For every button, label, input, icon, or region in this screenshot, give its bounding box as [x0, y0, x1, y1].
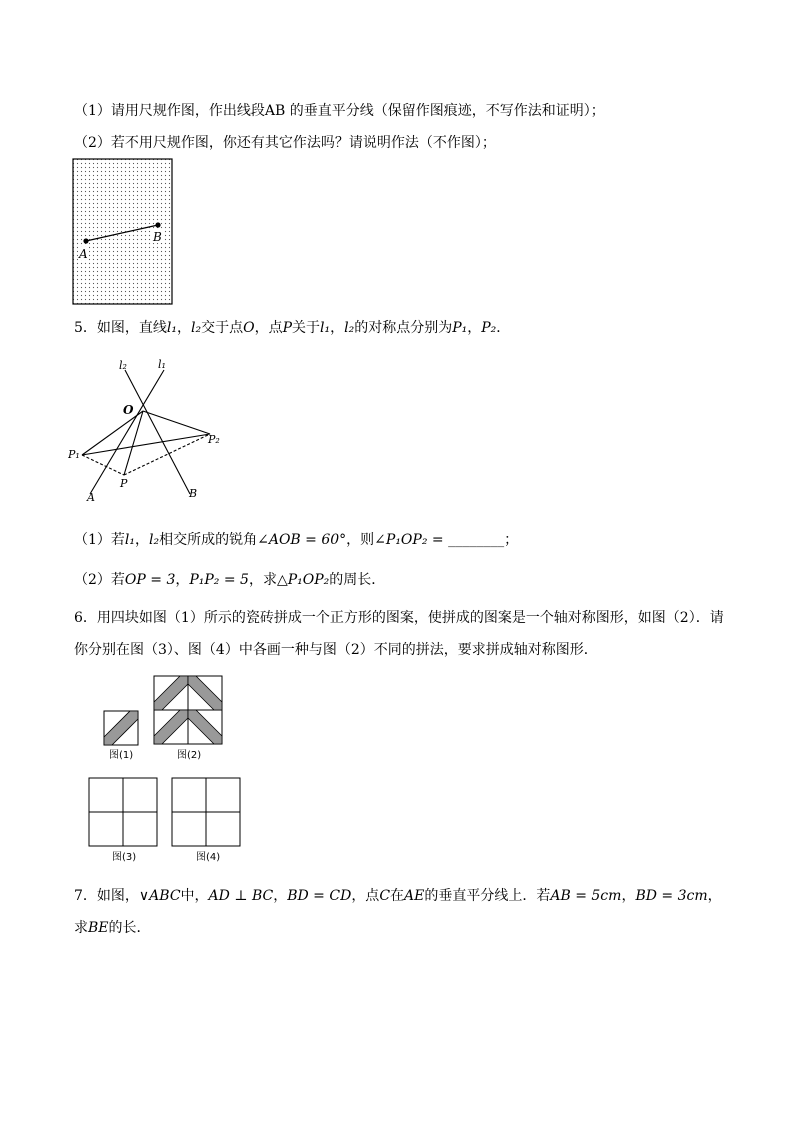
label-l2: l₂ [119, 359, 127, 372]
q5-stem-end: ． [496, 320, 511, 336]
q4-part1: （1）请用尺规作图，作出线段AB 的垂直平分线（保留作图痕迹，不写作法和证明）； [74, 103, 605, 119]
q7-triangle: ∨ABC [138, 888, 181, 904]
q7-cond2: BD = CD [287, 888, 352, 904]
q5-sub2-tri: △P₁OP₂ [276, 572, 330, 588]
point-b [155, 222, 160, 227]
q5-l2-b: l₂ [344, 320, 355, 336]
q5-sub1 [74, 530, 518, 550]
q5-sub1-end: ； [504, 532, 519, 548]
q5-stem-mid: 交于点 [201, 320, 244, 336]
q7-number: 7． [74, 888, 97, 904]
label-b5: B [189, 487, 198, 500]
label-o: O [123, 403, 134, 417]
q5-sub1-mid: 相交所成的锐角 [159, 532, 258, 548]
q5-stem-mid2: ，点 [254, 320, 283, 336]
q7-mid2: 在 [390, 888, 405, 904]
q5-sub2-mid: ，求 [248, 572, 277, 588]
q5-p1: P₁ [452, 320, 468, 336]
q7-pre: 如图， [96, 888, 139, 904]
q5-sub2-pre: （2）若 [74, 572, 125, 588]
point-a [83, 238, 88, 243]
q5-sub1-l2: l₂ [149, 532, 160, 548]
q5-sub1-target: ∠P₁OP₂ = [374, 532, 444, 548]
tile-figure-1 [104, 711, 138, 745]
q7-line2-pre: 求 [74, 920, 88, 936]
q6-line2: 你分别在图（3）、图（4）中各画一种与图（2）不同的拼法，要求拼成轴对称图形． [74, 642, 598, 658]
q5-sub1-l1: l₁ [124, 532, 136, 548]
q7-cond3: AB = 5cm [550, 888, 622, 904]
q7-end: ， [707, 888, 722, 904]
label-b: B [153, 230, 162, 244]
q5-sub1-pre: （1）若 [74, 532, 125, 548]
q5-l1: l₁ [166, 320, 178, 336]
q7-cond4: BD = 3cm [635, 888, 708, 904]
q5-p: P [282, 320, 293, 336]
q4-figure [72, 158, 174, 306]
label-a5: A [87, 491, 95, 504]
q5-number: 5． [74, 320, 97, 336]
q7-ae: AE [404, 888, 425, 904]
q5-stem-pre: 如图，直线 [96, 320, 167, 336]
q6-figures-bottom [86, 775, 246, 867]
q5-sub1-sep: ， [135, 532, 150, 548]
q5-l1-b: l₁ [320, 320, 331, 336]
q5-sep-a: ， [177, 320, 192, 336]
empty-grid-figure-3[interactable] [89, 778, 157, 846]
q5-sep-b: ， [330, 320, 345, 336]
q5-answer-blank[interactable]: ________ [448, 532, 505, 548]
caption-fig1: 图(1) [109, 750, 134, 761]
q7-be: BE [88, 920, 109, 936]
q7-point-c: C [379, 888, 391, 904]
q5-sub2-cond2: P₁P₂ = 5 [189, 572, 249, 588]
q7-line1 [74, 886, 722, 906]
label-a: A [79, 247, 88, 261]
q5-stem [74, 318, 510, 338]
tile-figure-2 [154, 676, 222, 744]
q5-sub2-cond1: OP = 3 [124, 572, 176, 588]
caption-fig3: 图(3) [112, 852, 137, 863]
label-l1: l₁ [158, 358, 166, 371]
q4-part2: （2）若不用尺规作图，你还有其它作法吗？请说明作法（不作图）； [74, 135, 496, 151]
q6-figures-top [100, 674, 230, 766]
q6-line1: 6．用四块如图（1）所示的瓷砖拼成一个正方形的图案，使拼成的图案是一个轴对称图形，如图（2）．请 [74, 610, 724, 626]
q5-p2: P₂ [481, 320, 497, 336]
q5-sub1-then: ，则 [346, 532, 375, 548]
caption-fig4: 图(4) [196, 852, 221, 863]
caption-fig2: 图(2) [177, 750, 202, 761]
empty-grid-figure-4[interactable] [172, 778, 240, 846]
q7-sep-b: ， [621, 888, 636, 904]
q5-sep-c: ， [467, 320, 482, 336]
q5-stem-mid3: 关于 [292, 320, 321, 336]
label-p1: P₁ [68, 448, 80, 461]
q5-sub2 [74, 570, 385, 590]
q7-mid: ，点 [351, 888, 380, 904]
q5-sub2-end: 的周长． [329, 572, 386, 588]
q7-mid3: 的垂直平分线上．若 [424, 888, 551, 904]
q5-sub1-angle: ∠AOB = 60° [257, 532, 347, 548]
q7-line2 [74, 918, 151, 938]
q5-sub2-sep: ， [175, 572, 190, 588]
q7-cond1: AD ⊥ BC [208, 888, 274, 904]
q7-sep-a: ， [273, 888, 288, 904]
label-p2: P₂ [208, 433, 220, 446]
q7-zhong: 中， [180, 888, 209, 904]
q5-o: O [243, 320, 255, 336]
q5-figure [68, 354, 238, 514]
q5-l2: l₂ [191, 320, 202, 336]
q5-stem-mid4: 的对称点分别为 [354, 320, 453, 336]
q7-line2-end: 的长． [108, 920, 151, 936]
label-p: P [120, 477, 128, 490]
